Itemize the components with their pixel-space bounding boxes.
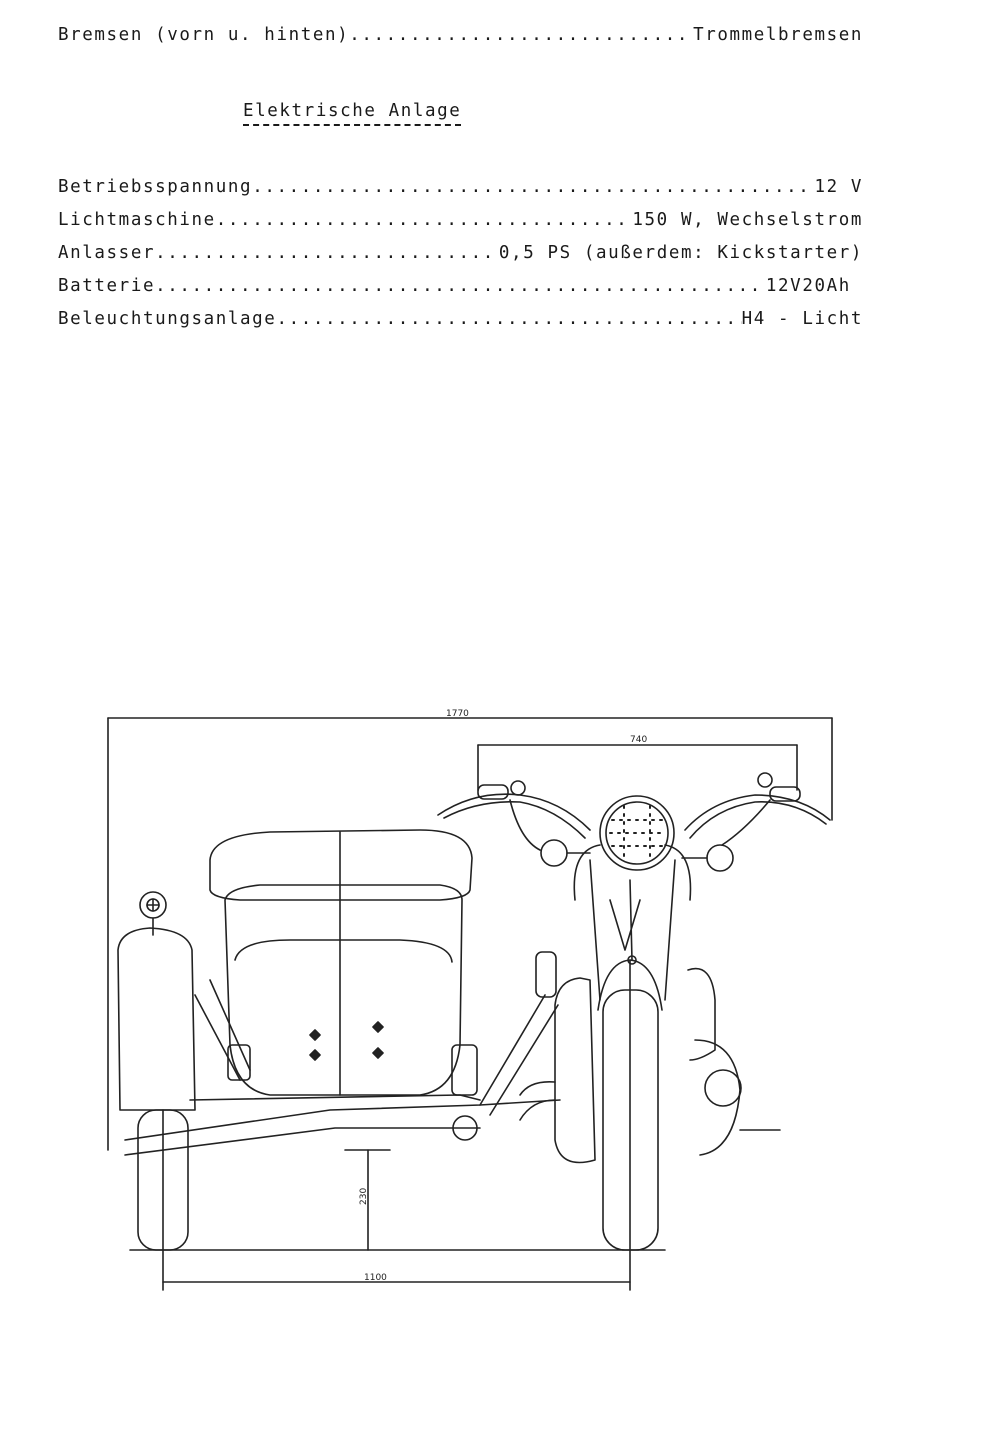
spec-label: Anlasser [58, 243, 156, 263]
section-title: Elektrische Anlage [243, 98, 461, 126]
spec-value: 150 W, Wechselstrom [632, 210, 863, 230]
spec-value: H4 - Licht [741, 309, 863, 329]
leader-dots [155, 273, 766, 299]
headlamp [600, 796, 674, 870]
sidecar-frame [125, 952, 560, 1155]
brakes-spec-row [58, 22, 863, 48]
spec-row-lichtmaschine [58, 207, 863, 233]
leader-dots [349, 22, 693, 48]
leader-dots [216, 207, 633, 233]
motorcycle-front-wheel [598, 960, 662, 1290]
spec-row-batterie [58, 273, 863, 299]
spec-value: 12 V [814, 177, 863, 197]
motorcycle-fork [574, 845, 690, 1000]
spec-label: Lichtmaschine [58, 210, 216, 230]
leader-dots [252, 174, 814, 200]
spec-label: Betriebsspannung [58, 177, 253, 197]
spec-label: Beleuchtungsanlage [58, 309, 277, 329]
leader-dots [155, 240, 499, 266]
handlebars [438, 773, 830, 850]
turn-indicators [541, 840, 733, 871]
spec-label: Batterie [58, 276, 156, 296]
dimension-handlebar-width [478, 745, 797, 790]
dimension-label-track: 1100 [364, 1273, 387, 1283]
spec-value: Trommelbremsen [693, 25, 863, 45]
spec-label: Bremsen (vorn u. hinten) [58, 25, 350, 45]
spec-row-anlasser [58, 240, 863, 266]
sidecar-fender-lamp [118, 892, 195, 1110]
sidecar-motorcycle-front-drawing [0, 690, 1000, 1310]
spec-row-beleuchtungsanlage [58, 306, 863, 332]
leader-dots [276, 306, 741, 332]
spec-value: 0,5 PS (außerdem: Kickstarter) [498, 243, 863, 263]
dimension-label-overall-width: 1770 [446, 709, 469, 719]
spec-value: 12V20Ah [765, 276, 863, 296]
dimension-overall-width [108, 718, 832, 1150]
dimension-label-handlebar: 740 [630, 735, 648, 745]
dimension-label-ground-clearance: 230 [359, 1187, 369, 1205]
spec-row-betriebsspannung [58, 174, 863, 200]
sidecar-body [195, 830, 477, 1095]
motorcycle-engine [520, 969, 780, 1163]
